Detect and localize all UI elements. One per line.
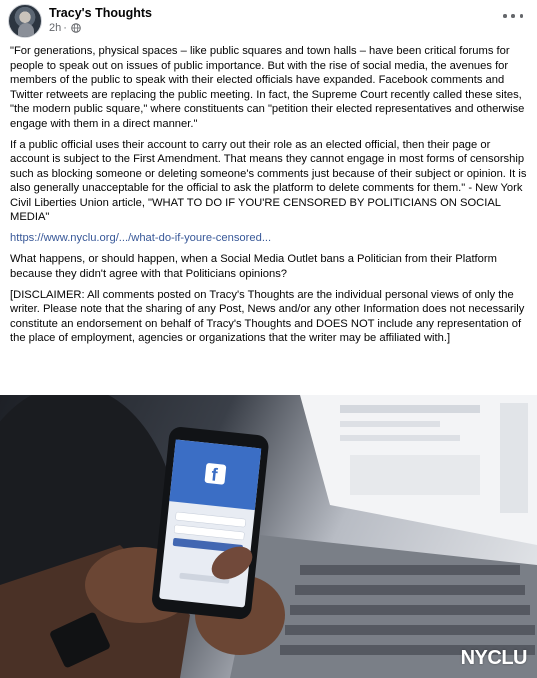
author-name[interactable]: Tracy's Thoughts	[49, 6, 152, 20]
post-link-paragraph	[10, 231, 530, 246]
post-paragraph-2: If a public official uses their account to carry out their role as an elected official, then their page or account is subject to the First Amendment. That means they cannot engage in most forms of censorship such as blocking someone or deleting someone's comments just because of their subject or opinion. It is also generally unacceptable for the official to ask the platform to delete comments for them." - New York Civil Liberties Union article, "WHAT TO DO IF YOU'RE CENSORED BY POLITICIANS ON SOCIAL MEDIA"	[10, 138, 527, 223]
post-image[interactable]	[0, 395, 537, 678]
globe-icon[interactable]	[71, 23, 81, 33]
author-avatar[interactable]	[8, 4, 42, 38]
svg-text:f: f	[210, 464, 219, 485]
more-options-icon[interactable]	[503, 9, 523, 23]
post-meta	[49, 22, 81, 34]
meta-separator: ·	[63, 22, 67, 34]
article-link[interactable]: https://www.nyclu.org/.../what-do-if-youre-censored...	[10, 232, 272, 244]
post-body	[10, 44, 530, 352]
nyclu-watermark: NYCLU	[460, 647, 527, 669]
post-question: What happens, or should happen, when a Social Media Outlet bans a Politician from their Platform because they didn't agree with that Politicians opinions?	[10, 253, 497, 280]
post-header	[0, 0, 537, 44]
post-disclaimer: [DISCLAIMER: All comments posted on Tracy's Thoughts are the individual personal views of only the writer. Please note that the sharing of any Post, News and/or any other Information does not necessarily constitute an endorsement on behalf of Tracy's Thoughts and DOES NOT include any representation of the place of employment, agencies or organizations that the writer may be affiliated with.]	[10, 288, 525, 344]
post-timestamp[interactable]: 2h	[49, 22, 62, 34]
hands-holding-phone-image	[0, 395, 537, 678]
post-paragraph-1: "For generations, physical spaces – like public squares and town halls – have been critical forums for people to speak out on issues of public importance. But with the rise of social media, the avenues for members of the public to speak with their elected officials have expanded. Facebook comments and Twitter retweets are replacing the public meeting. In fact, the Supreme Court recently called these sites, "the modern public square," where constituents can "petition their elected representatives and otherwise engage with them in a direct manner."	[10, 45, 525, 130]
